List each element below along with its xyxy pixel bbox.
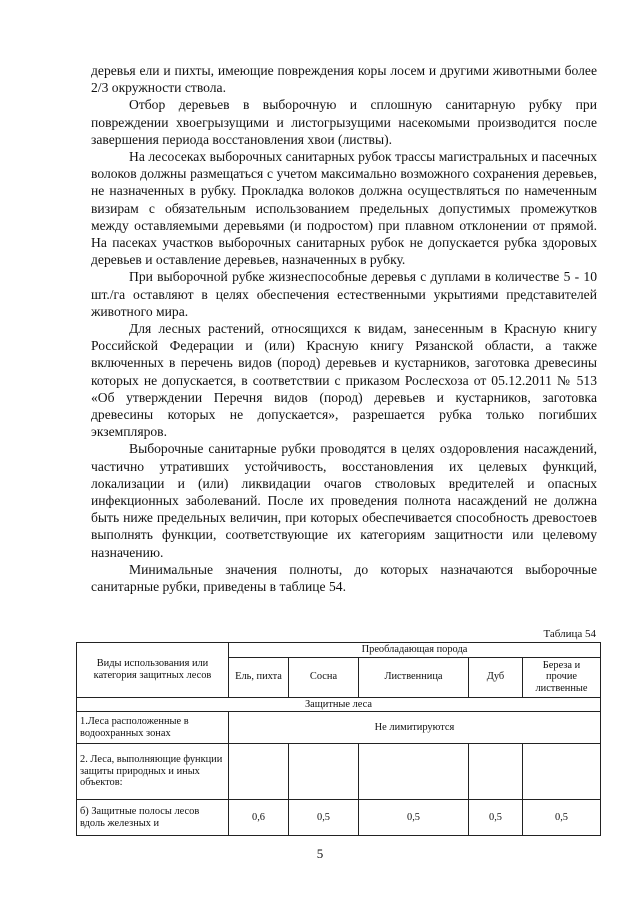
paragraph-1: деревья ели и пихты, имеющие повреждения коры лосем и другими животными более 2/3 окружности ствола. (91, 63, 597, 96)
row-value: 0,6 (229, 800, 289, 836)
density-table (76, 642, 601, 836)
page-number: 5 (316, 846, 324, 861)
row-merged-value: Не лимитируются (229, 712, 601, 744)
row-value: 0,5 (523, 800, 601, 836)
paragraph-3: На лесосеках выборочных санитарных рубок трассы магистральных и пасечных волоков должны размещаться с учетом максимально возможного сохранения деревьев, не назначенных в рубку. Прокладка волоков должна осуществляться по намеченным визирам с обязательным использованием предельных допустимых промежутков между оставляемыми деревьями (и подростом) при плавном отклонении от прямой. На пасеках участков выборочных санитарных рубок не допускается рубка здоровых деревьев и оставление деревьев, назначенных в рубку. (91, 149, 597, 268)
row-label: б) Защитные полосы лесов вдоль железных и (77, 800, 229, 836)
header-birch-other: Береза и прочие лиственные (523, 657, 601, 697)
paragraph-2: Отбор деревьев в выборочную и сплошную санитарную рубку при повреждении хвоегрызущими и листогрызущими насекомыми производится после завершения периода восстановления хвои (листвы). (91, 97, 597, 147)
row-label: 1.Леса расположенные в водоохранных зонах (77, 712, 229, 744)
paragraph-4: При выборочной рубке жизнеспособные деревья с дуплами в количестве 5 - 10 шт./га оставляют в целях обеспечения естественными укрытиями представителей животного мира. (91, 269, 597, 319)
paragraph-7: Минимальные значения полноты, до которых назначаются выборочные санитарные рубки, приведены в таблице 54. (91, 561, 597, 595)
row-value (469, 744, 523, 800)
paragraph-6: Выборочные санитарные рубки проводятся в целях оздоровления насаждений, частично утративших устойчивость, восстановления их целевых функций, локализации и (или) ликвидации очагов стволовых вредителей и опасных инфекционных заболеваний. После их проведения полнота насаждений не должна быть ниже предельных величин, при которых обеспечивается способность древостоев выполнять функции, соответствующие их категориям защитности или целевому назначению. (91, 441, 597, 560)
header-dominant-species: Преобладающая порода (229, 643, 601, 658)
row-value (359, 744, 469, 800)
row-value: 0,5 (469, 800, 523, 836)
header-usage-type: Виды использования или категория защитных лесов (77, 643, 229, 698)
paragraph-5: Для лесных растений, относящихся к видам, занесенным в Красную книгу Российской Федерации и (или) Красную книгу Рязанской области, а также включенных в перечень видов (пород) деревьев и кустарников, заготовка древесины которых не допускается, в соответствии с приказом Рослесхоза от 05.12.2011 № 513 «Об утверждении Перечня видов (пород) деревьев и кустарников, заготовка древесины которых не допускается», разрешается рубка только погибших экземпляров. (91, 321, 597, 440)
header-larch: Лиственница (359, 657, 469, 697)
header-pine: Сосна (289, 657, 359, 697)
row-value (229, 744, 289, 800)
row-value: 0,5 (359, 800, 469, 836)
table-row (77, 800, 601, 836)
row-value: 0,5 (289, 800, 359, 836)
header-spruce-fir: Ель, пихта (229, 657, 289, 697)
table-section-row (77, 697, 601, 712)
table-row (77, 712, 601, 744)
header-oak: Дуб (469, 657, 523, 697)
table-header-row (77, 643, 601, 658)
section-protective-forests: Защитные леса (77, 697, 601, 712)
table-caption: Таблица 54 (543, 628, 596, 640)
row-value (523, 744, 601, 800)
table-row (77, 744, 601, 800)
row-value (289, 744, 359, 800)
body-text (91, 62, 597, 595)
row-label: 2. Леса, выполняющие функции защиты природных и иных объектов: (77, 744, 229, 800)
